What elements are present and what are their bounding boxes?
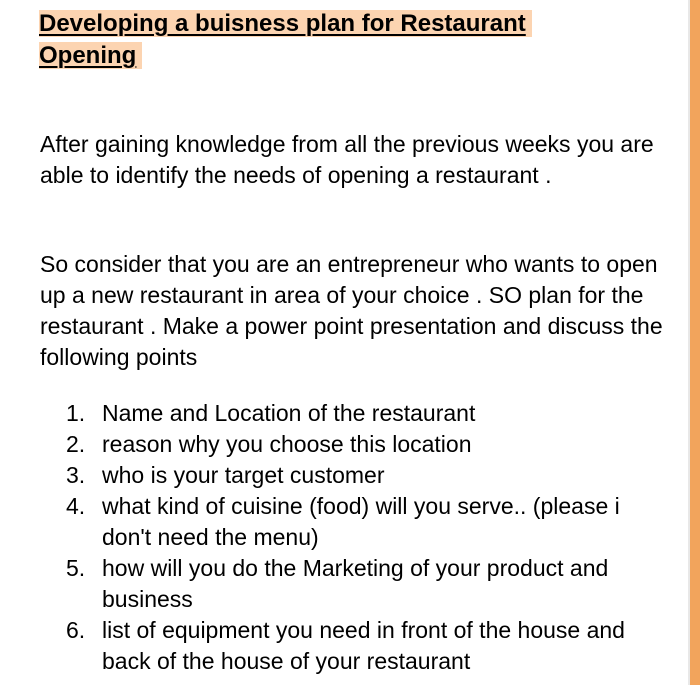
list-item-number: 4. xyxy=(66,493,86,519)
list-item xyxy=(40,615,660,677)
page-edge-accent xyxy=(690,0,700,685)
list-item-number: 1. xyxy=(66,400,86,426)
list-item-number: 5. xyxy=(66,555,86,581)
list-item-text: reason why you choose this location xyxy=(102,431,472,457)
list-item-number: 6. xyxy=(66,617,86,643)
list-item-number: 3. xyxy=(66,462,86,488)
list-item-text: list of equipment you need in front of the house and back of the house of your restaurant xyxy=(102,617,625,674)
list-item xyxy=(40,460,660,491)
list-item xyxy=(40,429,660,460)
list-item xyxy=(40,553,660,615)
list-item-number: 2. xyxy=(66,431,86,457)
list-item-text: how will you do the Marketing of your product and business xyxy=(102,555,609,612)
title-highlight: Developing a buisness plan for Restaurant Opening xyxy=(39,10,532,69)
list-item-text: who is your target customer xyxy=(102,462,385,488)
intro-paragraph: After gaining knowledge from all the previous weeks you are able to identify the needs of opening a restaurant . xyxy=(40,131,654,188)
instructions-paragraph: So consider that you are an entrepreneur who wants to open up a new restaurant in area of your choice . SO plan for the restaurant . Make a power point presentation and discuss the following points xyxy=(40,251,663,370)
list-item-text: Name and Location of the restaurant xyxy=(102,400,476,426)
document-title xyxy=(39,8,599,72)
list-item xyxy=(40,491,660,553)
list-item xyxy=(40,398,660,429)
list-item-text: what kind of cuisine (food) will you serve.. (please i don't need the menu) xyxy=(102,493,620,550)
discussion-points-list xyxy=(40,398,660,677)
